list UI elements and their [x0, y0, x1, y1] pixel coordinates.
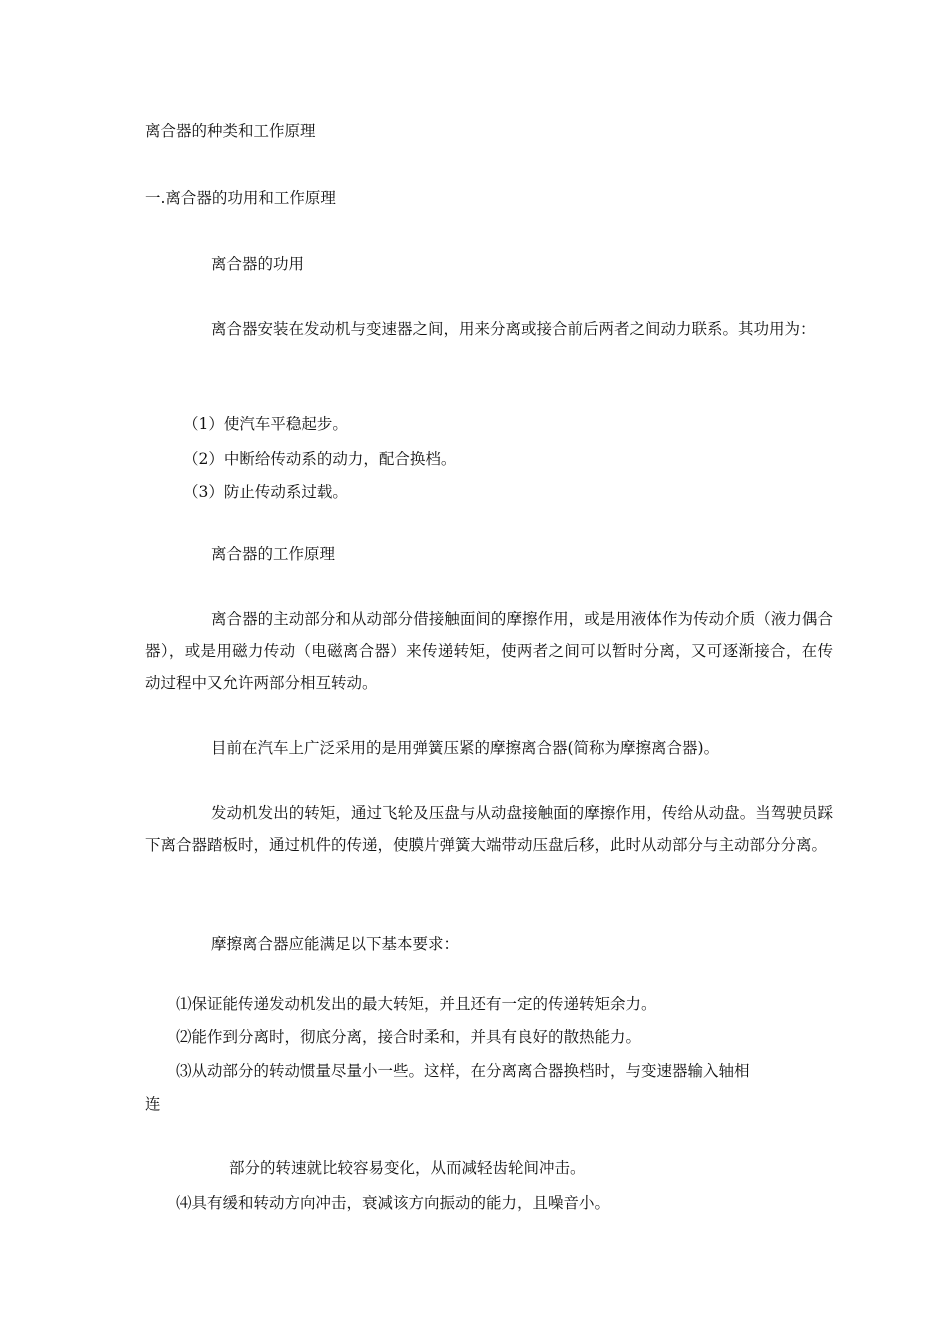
function-item-1: （1）使汽车平稳起步。: [183, 415, 348, 433]
requirement-item-3-wrap: 连: [145, 1095, 161, 1113]
subheading-principle: 离合器的工作原理: [211, 545, 336, 563]
subheading-function: 离合器的功用: [211, 255, 305, 273]
document-title: 离合器的种类和工作原理: [145, 122, 316, 140]
paragraph-principle: 离合器的主动部分和从动部分借接触面间的摩擦作用，或是用液体作为传动介质（液力偶合器），或是用磁力传动（电磁离合器）来传递转矩，使两者之间可以暂时分离，又可逐渐接合，在传动过程中又允许两部分相互转动。: [145, 610, 833, 692]
requirement-item-2: ⑵能作到分离时，彻底分离，接合时柔和，并具有良好的散热能力。: [176, 1028, 642, 1046]
requirement-item-3: ⑶从动部分的转动惯量尽量小一些。这样，在分离离合器换档时，与变速器输入轴相: [176, 1062, 750, 1080]
paragraph-engine-torque: 发动机发出的转矩，通过飞轮及压盘与从动盘接触面的摩擦作用，传给从动盘。当驾驶员踩下离合器踏板时，通过机件的传递，使膜片弹簧大端带动压盘后移，此时从动部分与主动部分分离。: [145, 804, 833, 854]
paragraph-function-intro: 离合器安装在发动机与变速器之间，用来分离或接合前后两者之间动力联系。其功用为：: [211, 320, 816, 338]
requirement-item-1: ⑴保证能传递发动机发出的最大转矩，并且还有一定的传递转矩余力。: [176, 995, 657, 1013]
requirement-item-4: ⑷具有缓和转动方向冲击，衰减该方向振动的能力，且噪音小。: [176, 1194, 611, 1212]
requirement-item-3-continued: 部分的转速就比较容易变化，从而减轻齿轮间冲击。: [229, 1159, 586, 1177]
paragraph-requirements: 摩擦离合器应能满足以下基本要求：: [211, 935, 460, 953]
function-item-2: （2）中断给传动系的动力，配合换档。: [183, 450, 457, 468]
section-heading: 一.离合器的功用和工作原理: [145, 189, 336, 207]
function-item-3: （3）防止传动系过载。: [183, 483, 348, 501]
paragraph-current-usage: 目前在汽车上广泛采用的是用弹簧压紧的摩擦离合器(简称为摩擦离合器)。: [211, 739, 720, 757]
